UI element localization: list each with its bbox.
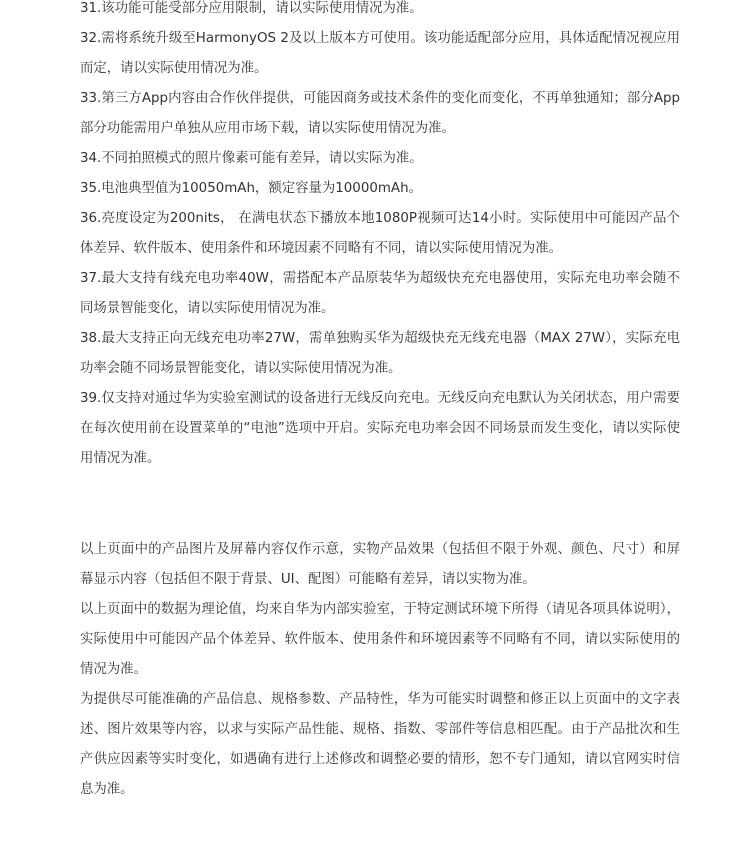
footnote-39: 39.仅支持对通过华为实验室测试的设备进行无线反向充电。无线反向充电默认为关闭状态，用户需要在每次使用前在设置菜单的“电池”选项中开启。实际充电功率会因不同场景而发生变化，请以实际使用情况为准。 (80, 391, 680, 466)
disclaimer-data: 以上页面中的数据为理论值，均来自华为内部实验室，于特定测试环境下所得（请见各项具体说明），实际使用中可能因产品个体差异、软件版本、使用条件和环境因素等不同略有不同，请以实际使用的情况为准。 (80, 602, 680, 677)
footnote-32: 32.需将系统升级至HarmonyOS 2及以上版本方可使用。该功能适配部分应用，具体适配情况视应用而定，请以实际使用情况为准。 (80, 31, 680, 76)
footnote-34: 34.不同拍照模式的照片像素可能有差异，请以实际为准。 (80, 151, 423, 166)
footnote-36: 36.亮度设定为200nits， 在满电状态下播放本地1080P视频可达14小时。实际使用中可能因产品个体差异、软件版本、使用条件和环境因素不同略有不同，请以实际使用情况为准。 (80, 211, 680, 256)
footnote-35: 35.电池典型值为10050mAh，额定容量为10000mAh。 (80, 181, 422, 196)
disclaimer-section (80, 535, 680, 805)
disclaimer-images: 以上页面中的产品图片及屏幕内容仅作示意，实物产品效果（包括但不限于外观、颜色、尺寸）和屏幕显示内容（包括但不限于背景、UI、配图）可能略有差异，请以实物为准。 (80, 542, 680, 587)
footnote-33: 33.第三方App内容由合作伙伴提供，可能因商务或技术条件的变化而变化，不再单独通知；部分App部分功能需用户单独从应用市场下载，请以实际使用情况为准。 (80, 91, 680, 136)
footnote-38: 38.最大支持正向无线充电功率27W，需单独购买华为超级快充无线充电器（MAX 27W），实际充电功率会随不同场景智能变化，请以实际使用情况为准。 (80, 331, 680, 376)
disclaimer-updates: 为提供尽可能准确的产品信息、规格参数、产品特性，华为可能实时调整和修正以上页面中的文字表述、图片效果等内容，以求与实际产品性能、规格、指数、零部件等信息相匹配。由于产品批次和生产供应因素等实时变化，如遇确有进行上述修改和调整必要的情形，恕不专门通知，请以官网实时信息为准。 (80, 692, 680, 797)
footnote-37: 37.最大支持有线充电功率40W，需搭配本产品原装华为超级快充充电器使用，实际充电功率会随不同场景智能变化，请以实际使用情况为准。 (80, 271, 680, 316)
footnotes-list (80, 0, 680, 474)
footnote-31: 31.该功能可能受部分应用限制，请以实际使用情况为准。 (80, 1, 423, 16)
